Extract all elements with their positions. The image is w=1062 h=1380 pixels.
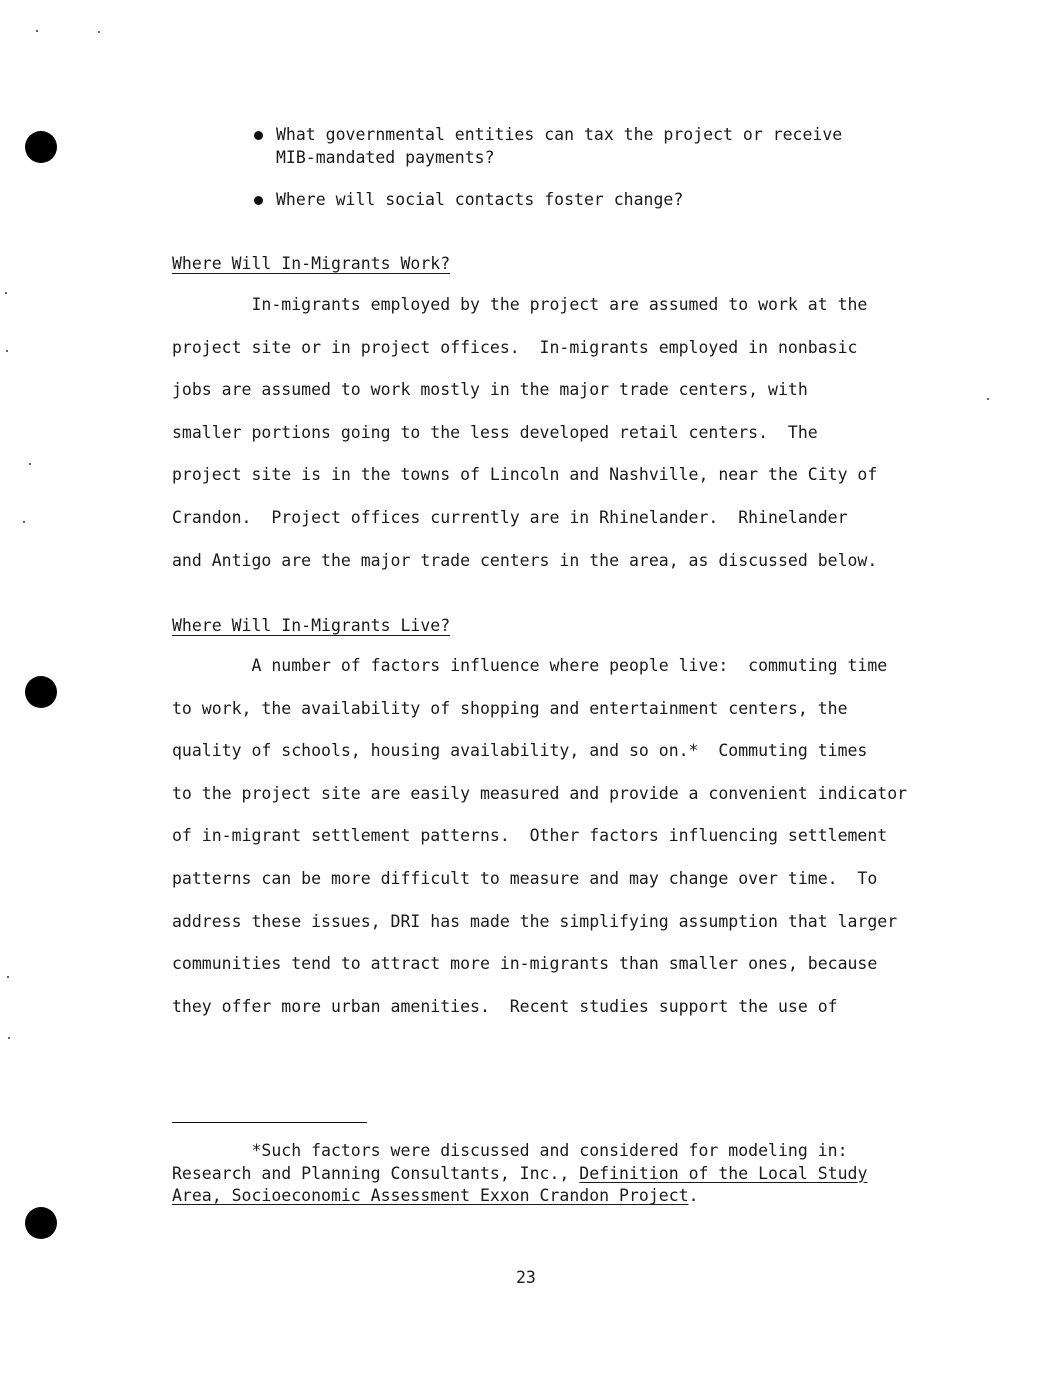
paragraph-line: and Antigo are the major trade centers in the area, as discussed below. — [172, 550, 878, 570]
paragraph-line: jobs are assumed to work mostly in the major trade centers, with — [172, 380, 808, 400]
scan-speck — [98, 31, 100, 33]
paragraph-line: address these issues, DRI has made the simplifying assumption that larger — [172, 911, 898, 931]
footnote-line — [172, 1185, 952, 1208]
paragraph-line: smaller portions going to the less developed retail centers. The — [172, 422, 818, 442]
bullet-line: Where will social contacts foster change? — [276, 190, 684, 209]
paragraph-live — [172, 645, 972, 1028]
footnote-rule — [172, 1122, 367, 1123]
bullet-line: MIB-mandated payments? — [276, 148, 495, 167]
paragraph-line: Crandon. Project offices currently are in Rhinelander. Rhinelander — [172, 507, 848, 527]
bullet-dot-icon — [254, 196, 263, 205]
scan-speck — [23, 521, 25, 523]
scan-speck — [5, 292, 7, 294]
paragraph-line: to work, the availability of shopping and entertainment centers, the — [172, 698, 848, 718]
footnote-line — [172, 1163, 952, 1186]
paragraph-line: In-migrants employed by the project are assumed to work at the — [172, 295, 868, 314]
paragraph-line: patterns can be more difficult to measure and may change over time. To — [172, 868, 878, 888]
footnote-citation-title: Definition of the Local Study — [579, 1163, 868, 1183]
section-heading-work: Where Will In-Migrants Work? — [172, 254, 451, 273]
scan-speck — [6, 350, 8, 352]
bullet-text — [276, 188, 934, 211]
paragraph-line: they offer more urban amenities. Recent studies support the use of — [172, 996, 838, 1016]
paragraph-line: to the project site are easily measured and provide a convenient indicator — [172, 783, 908, 803]
scan-speck — [8, 1037, 10, 1039]
bullet-text — [276, 123, 934, 169]
footnote-line: *Such factors were discussed and considered for modeling in: — [172, 1141, 848, 1160]
paragraph-work — [172, 284, 972, 582]
bullet-line: What governmental entities can tax the project or receive — [276, 125, 843, 144]
footnote-citation-end: . — [688, 1186, 699, 1205]
footnote-citation-author: Research and Planning Consultants, Inc., — [172, 1163, 580, 1183]
paragraph-line: of in-migrant settlement patterns. Other factors influencing settlement — [172, 826, 888, 846]
paragraph-line: quality of schools, housing availability, and so on.* Commuting times — [172, 741, 868, 761]
paragraph-line: A number of factors influence where people live: commuting time — [172, 656, 888, 675]
footnote — [172, 1140, 952, 1208]
bullet-item — [254, 188, 934, 211]
scan-speck — [29, 463, 31, 465]
paragraph-line: project site is in the towns of Lincoln and Nashville, near the City of — [172, 465, 878, 485]
section-heading-live: Where Will In-Migrants Live? — [172, 616, 451, 635]
scan-speck — [987, 398, 989, 400]
page-number: 23 — [516, 1268, 536, 1287]
paragraph-line: communities tend to attract more in-migrants than smaller ones, because — [172, 954, 878, 974]
scan-speck — [36, 30, 38, 32]
binder-hole-top — [25, 131, 57, 163]
bullet-dot-icon — [254, 131, 263, 140]
footnote-citation-title: Area, Socioeconomic Assessment Exxon Crandon Project — [172, 1186, 689, 1205]
binder-hole-bottom — [25, 1207, 57, 1239]
paragraph-line: project site or in project offices. In-migrants employed in nonbasic — [172, 337, 858, 357]
bullet-item — [254, 123, 934, 169]
binder-hole-middle — [25, 676, 57, 708]
scan-speck — [7, 976, 9, 978]
